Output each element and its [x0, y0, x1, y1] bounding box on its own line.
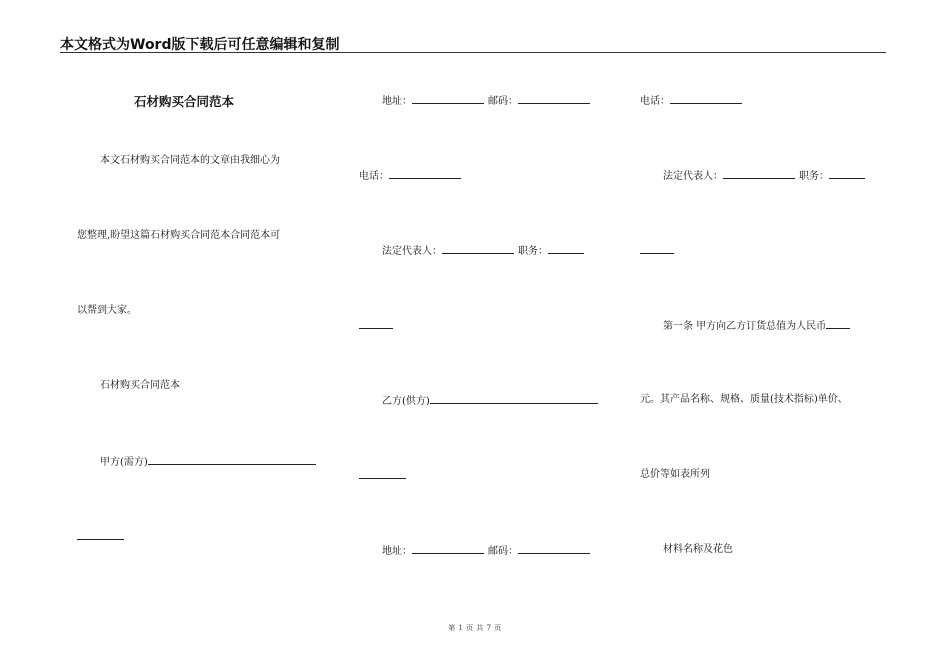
contract-heading: 石材购买合同范本 — [100, 380, 180, 391]
page-number: 第 1 页 共 7 页 — [448, 624, 502, 632]
party-b-line — [382, 393, 598, 409]
intro-line-1: 本文石材购买合同范本的文章由我细心为 — [100, 155, 280, 166]
clause-1-line — [663, 318, 850, 334]
party-b-blank — [430, 393, 598, 404]
blank-line — [640, 243, 674, 254]
position-blank-continued — [640, 243, 674, 259]
address-label: 地址： — [382, 546, 412, 557]
address-blank — [412, 93, 484, 104]
blank-line — [359, 468, 406, 479]
position-blank — [548, 243, 584, 254]
material-heading: 材料名称及花色 — [663, 544, 733, 555]
blank-line — [359, 318, 393, 329]
party-a-label: 甲方(需方) — [100, 457, 148, 468]
legal-rep-line — [382, 243, 584, 259]
intro-line-2: 您整理,盼望这篇石材购买合同范本合同范本可 — [77, 230, 281, 241]
address-line-1 — [382, 93, 590, 109]
postcode-blank — [518, 93, 590, 104]
address-label: 地址： — [382, 96, 412, 107]
phone-blank — [670, 93, 742, 104]
legal-rep-label: 法定代表人： — [663, 171, 723, 182]
document-header-title: 本文格式为Word版下载后可任意编辑和复制 — [60, 37, 340, 53]
document-title: 石材购买合同范本 — [134, 94, 235, 109]
party-a-blank — [148, 454, 316, 465]
party-a-blank-continued — [77, 529, 124, 545]
legal-rep-blank — [442, 243, 514, 254]
phone-label: 电话： — [359, 171, 389, 182]
party-a-line — [100, 454, 316, 470]
blank-line — [77, 529, 124, 540]
position-label: 职务： — [799, 171, 829, 182]
phone-label: 电话： — [640, 96, 670, 107]
address-line-2 — [382, 543, 590, 559]
phone-line — [359, 168, 461, 184]
legal-rep-line — [663, 168, 865, 184]
header-divider — [60, 52, 886, 53]
postcode-blank — [518, 543, 590, 554]
address-blank — [412, 543, 484, 554]
party-b-blank-continued — [359, 468, 406, 484]
position-blank — [829, 168, 865, 179]
clause-1-continued: 元。其产品名称、规格、质量(技术指标)单价、 — [640, 394, 848, 405]
legal-rep-label: 法定代表人： — [382, 246, 442, 257]
legal-rep-blank — [723, 168, 795, 179]
postcode-label: 邮码： — [488, 546, 518, 557]
postcode-label: 邮码： — [488, 96, 518, 107]
clause-1-text: 第一条 甲方向乙方订货总值为人民币 — [663, 321, 827, 332]
clause-1-table-note: 总价等如表所列 — [640, 469, 710, 480]
phone-blank — [389, 168, 461, 179]
phone-line — [640, 93, 742, 109]
position-label: 职务： — [518, 246, 548, 257]
party-b-label: 乙方(供方) — [382, 396, 430, 407]
position-blank-continued — [359, 318, 393, 334]
intro-line-3: 以帮到大家。 — [77, 305, 137, 316]
amount-blank — [826, 318, 850, 329]
